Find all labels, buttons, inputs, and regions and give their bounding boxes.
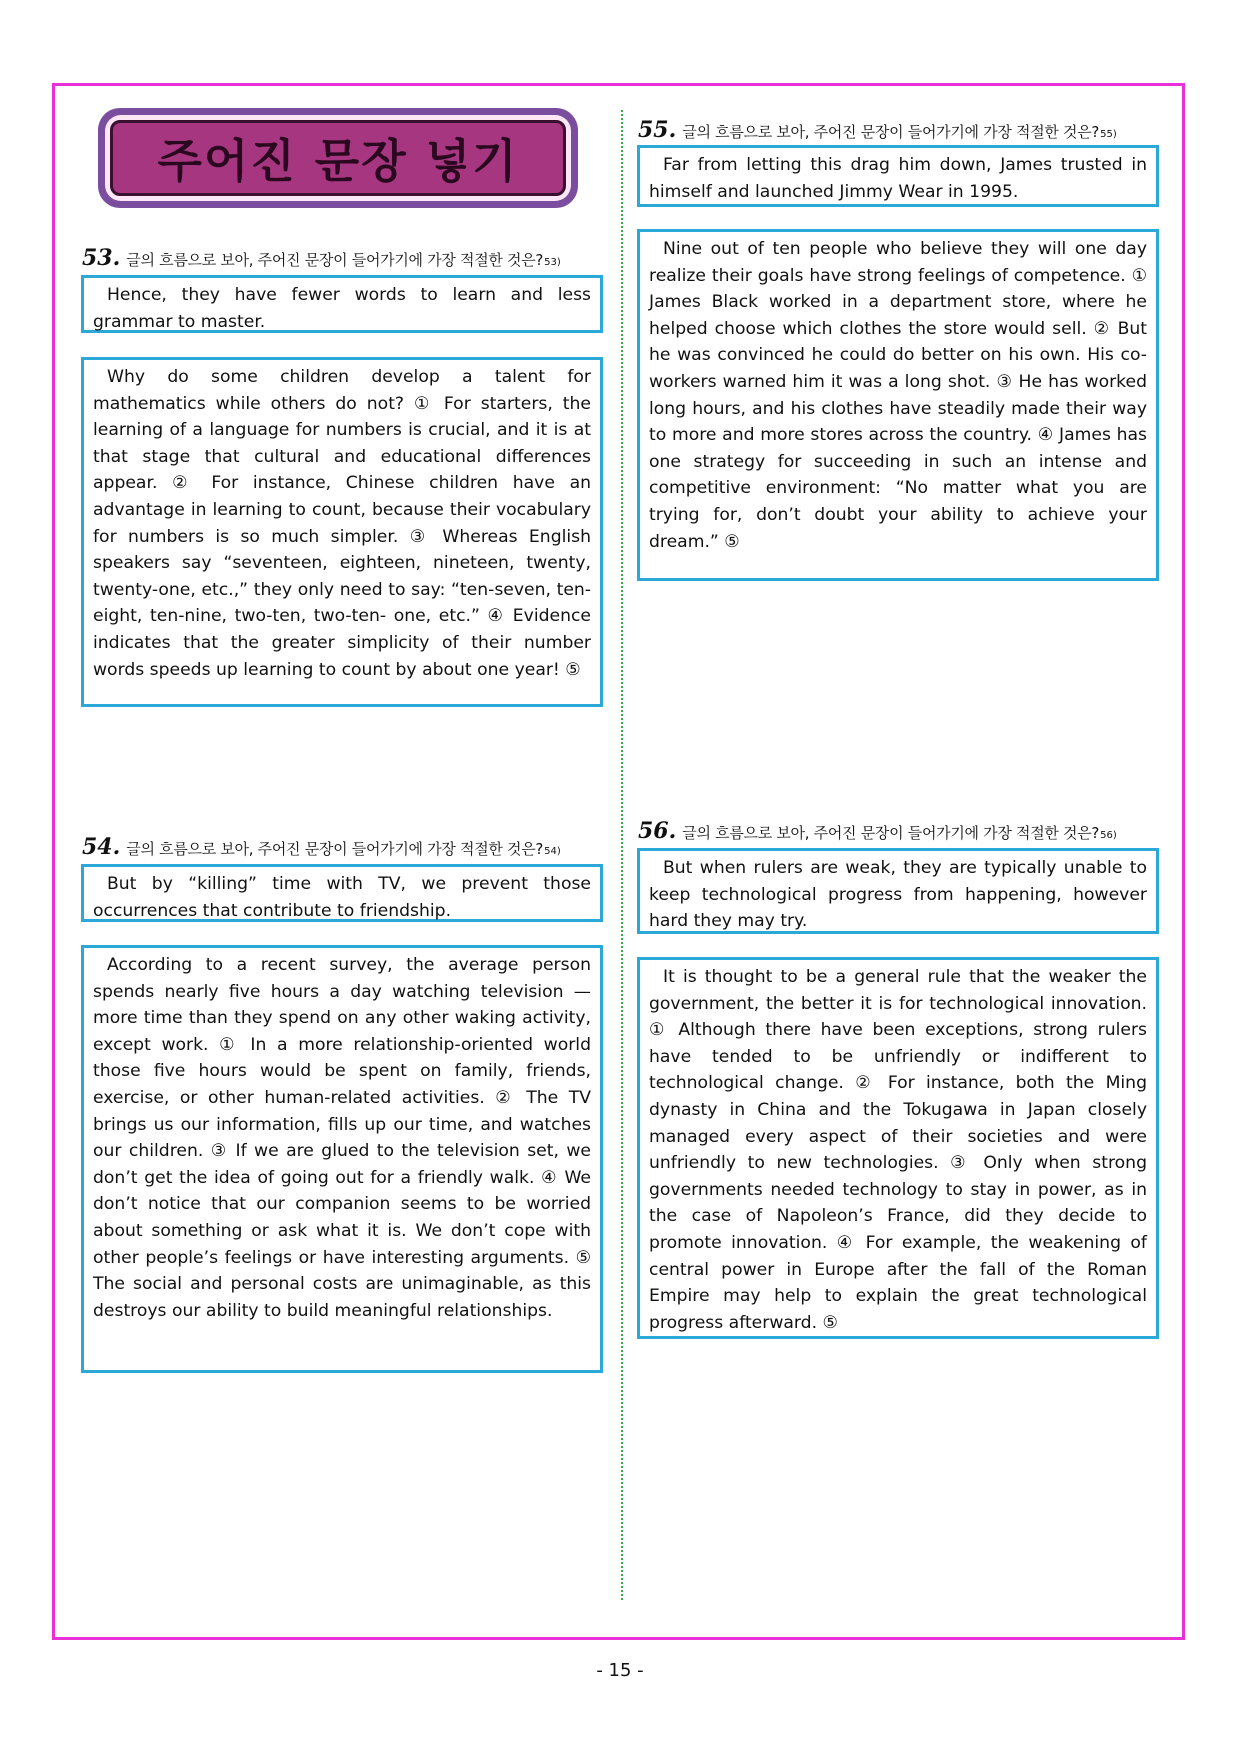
question-number: 54. bbox=[82, 834, 121, 860]
question-note: 55) bbox=[1100, 129, 1117, 140]
question-number: 53. bbox=[82, 245, 121, 271]
question-note: 56) bbox=[1100, 830, 1117, 841]
question-55-given-sentence: Far from letting this drag him down, James trusted in himself and launched Jimmy Wear in 1995. bbox=[637, 145, 1159, 207]
section-title-badge bbox=[98, 108, 578, 208]
question-prompt: 글의 흐름으로 보아, 주어진 문장이 들어가기에 가장 적절한 것은? bbox=[682, 123, 1100, 141]
page-number: - 15 - bbox=[596, 1660, 644, 1681]
question-55-header bbox=[638, 117, 1117, 143]
question-53-given-sentence: Hence, they have fewer words to learn and less grammar to master. bbox=[81, 275, 603, 333]
question-56-header bbox=[638, 818, 1117, 844]
question-54-given-sentence: But by “killing” time with TV, we prevent those occurrences that contribute to friendship. bbox=[81, 864, 603, 922]
question-note: 54) bbox=[544, 846, 561, 857]
section-title: 주어진 문장 넣기 bbox=[157, 134, 519, 188]
question-prompt: 글의 흐름으로 보아, 주어진 문장이 들어가기에 가장 적절한 것은? bbox=[126, 840, 544, 858]
question-54-passage: According to a recent survey, the average person spends nearly five hours a day watching television — more time than they spend on any other waking activity, except work. ① In a more relationship-oriented world those five hours would be spent on family, friends, exercise, or other human-related activities. ② The TV brings us our information, fills up our time, and watches our children. ③ If we are glued to the television set, we don’t get the idea of going out for a friendly walk. ④ We don’t notice that our companion seems to be worried about something or ask what it is. We don’t cope with other people’s feelings or have interesting arguments. ⑤ The social and personal costs are unimaginable, as this destroys our ability to build meaningful relationships. bbox=[81, 945, 603, 1373]
question-54-header bbox=[82, 834, 561, 860]
question-53-header bbox=[82, 245, 561, 271]
question-note: 53) bbox=[544, 257, 561, 268]
question-number: 55. bbox=[638, 117, 677, 143]
question-number: 56. bbox=[638, 818, 677, 844]
question-55-passage: Nine out of ten people who believe they will one day realize their goals have strong feelings of competence. ① James Black worked in a department store, where he helped choose which clothes the store would sell. ② But he was convinced he could do better on his own. His co-workers warned him it was a long shot. ③ He has worked long hours, and his clothes have steadily made their way to more and more stores across the country. ④ James has one strategy for succeeding in such an intense and competitive environment: “No matter what you are trying for, don’t doubt your ability to achieve your dream.” ⑤ bbox=[637, 229, 1159, 581]
question-56-given-sentence: But when rulers are weak, they are typically unable to keep technological progress from happening, however hard they may try. bbox=[637, 848, 1159, 934]
column-divider bbox=[621, 110, 623, 1600]
question-prompt: 글의 흐름으로 보아, 주어진 문장이 들어가기에 가장 적절한 것은? bbox=[126, 251, 544, 269]
question-56-passage: It is thought to be a general rule that the weaker the government, the better it is for technological innovation. ① Although there have been exceptions, strong rulers have tended to be unfriendly or indifferent to technological change. ② For instance, both the Ming dynasty in China and the Tokugawa in Japan closely managed every aspect of their societies and were unfriendly to new technologies. ③ Only when strong governments needed technology to stay in power, as in the case of Napoleon’s France, did they decide to promote innovation. ④ For example, the weakening of central power in Europe after the fall of the Roman Empire may help to explain the great technological progress afterward. ⑤ bbox=[637, 957, 1159, 1339]
question-prompt: 글의 흐름으로 보아, 주어진 문장이 들어가기에 가장 적절한 것은? bbox=[682, 824, 1100, 842]
question-53-passage: Why do some children develop a talent for mathematics while others do not? ① For starters, the learning of a language for numbers is crucial, and it is at that stage that cultural and educational differences appear. ② For instance, Chinese children have an advantage in learning to count, because their vocabulary for numbers is so much simpler. ③ Whereas English speakers say “seventeen, eighteen, nineteen, twenty, twenty-one, etc.,” they only need to say: “ten-seven, ten-eight, ten-nine, two-ten, two-ten- one, etc.” ④ Evidence indicates that the greater simplicity of their number words speeds up learning to count by about one year! ⑤ bbox=[81, 357, 603, 707]
